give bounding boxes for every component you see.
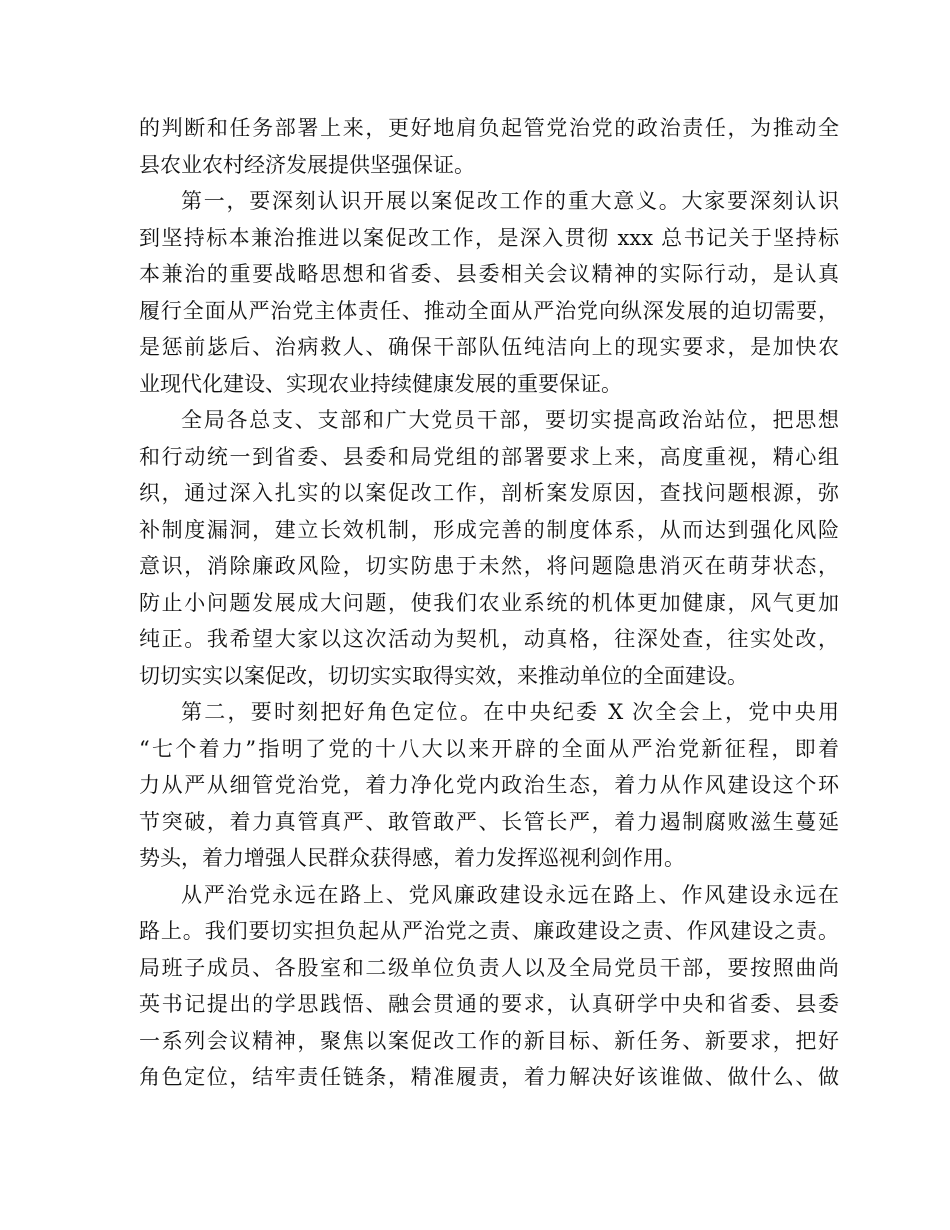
text-line: 势头，着力增强人民群众获得感，着力发挥巡视利剑作用。 <box>139 846 685 870</box>
text-line: 是惩前毖后、治病救人、确保干部队伍纯洁向上的现实要求，是加快农 <box>139 335 839 359</box>
text-line: “七个着力”指明了党的十八大以来开辟的全面从严治党新征程，即着 <box>139 736 839 761</box>
paragraph-first-line: 第一，要深刻认识开展以案促改工作的重大意义。大家要深刻认识 <box>181 189 839 213</box>
text-line: 防止小问题发展成大问题，使我们农业系统的机体更加健康，风气更加 <box>139 590 839 615</box>
text-line: 县农业农村经济发展提供坚强保证。 <box>139 152 475 177</box>
text-line: 本兼治的重要战略思想和省委、县委相关会议精神的实际行动，是认真 <box>139 262 839 286</box>
text-line: 履行全面从严治党主体责任、推动全面从严治党向纵深发展的迫切需要， <box>139 298 839 323</box>
paragraph-first-line: 从严治党永远在路上、党风廉政建设永远在路上、作风建设永远在 <box>181 882 839 907</box>
text-line: 角色定位，结牢责任链条，精准履责，着力解决好该谁做、做什么、做 <box>139 1065 839 1089</box>
text-line: 英书记提出的学思践悟、融会贯通的要求，认真研学中央和省委、县委 <box>139 992 839 1016</box>
text-line: 的判断和任务部署上来，更好地肩负起管党治党的政治责任，为推动全 <box>139 116 839 140</box>
text-line: 业现代化建设、实现农业持续健康发展的重要保证。 <box>139 371 622 396</box>
text-line: 补制度漏洞，建立长效机制，形成完善的制度体系，从而达到强化风险 <box>139 517 839 542</box>
text-line: 纯正。我希望大家以这次活动为契机，动真格，往深处查，往实处改， <box>139 627 839 651</box>
text-line: 意识，消除廉政风险，切实防患于未然，将问题隐患消灭在萌芽状态， <box>139 554 839 578</box>
text-line: 局班子成员、各股室和二级单位负责人以及全局党员干部，要按照曲尚 <box>139 955 839 980</box>
text-line: 一系列会议精神，聚焦以案促改工作的新目标、新任务、新要求，把好 <box>139 1028 839 1053</box>
text-line: 力从严从细管党治党，着力净化党内政治生态，着力从作风建设这个环 <box>139 773 839 797</box>
text-line: 织，通过深入扎实的以案促改工作，剖析案发原因，查找问题根源，弥 <box>139 481 839 505</box>
document-body <box>139 110 839 1096</box>
paragraph-first-line: 第二，要时刻把好角色定位。在中央纪委 X 次全会上，党中央用 <box>181 700 839 724</box>
text-line: 和行动统一到省委、县委和局党组的部署要求上来，高度重视，精心组 <box>139 444 839 469</box>
text-line: 到坚持标本兼治推进以案促改工作，是深入贯彻 xxx 总书记关于坚持标 <box>139 225 839 250</box>
text-line: 节突破，着力真管真严、敢管敢严、长管长严，着力遏制腐败滋生蔓延 <box>139 809 839 834</box>
paragraph-first-line: 全局各总支、支部和广大党员干部，要切实提高政治站位，把思想 <box>181 408 839 432</box>
text-line: 路上。我们要切实担负起从严治党之责、廉政建设之责、作风建设之责。 <box>139 919 839 943</box>
text-line: 切切实实以案促改，切切实实取得实效，来推动单位的全面建设。 <box>139 663 748 688</box>
